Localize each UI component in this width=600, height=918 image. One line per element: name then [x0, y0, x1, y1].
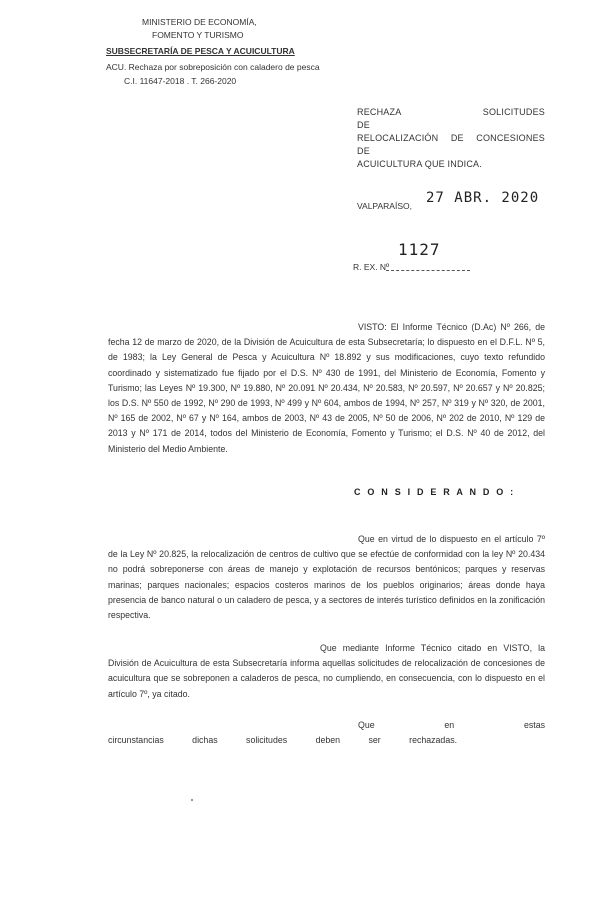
reference-line: C.I. 11647-2018 . T. 266-2020 — [124, 76, 237, 86]
resolution-label: R. EX. Nº — [353, 262, 390, 272]
place-label: VALPARAÍSO, — [357, 201, 412, 211]
scan-speck — [191, 799, 193, 801]
resolution-title — [357, 106, 545, 171]
considerando-heading: C O N S I D E R A N D O : — [354, 487, 516, 497]
ministry-line-1: MINISTERIO DE ECONOMÍA, — [142, 17, 257, 27]
considerando-paragraph-2: Que mediante Informe Técnico citado en VISTO, la División de Acuicultura de esta Subsecretaría informa aquellas solicitudes de relocalización de concesiones de acuicultura que se sobreponen a caladeros de pesca, no cumpliendo, en consecuencia, con lo dispuesto en el artículo 7º, ya citado. — [108, 643, 545, 699]
ministry-line-2: FOMENTO Y TURISMO — [152, 30, 244, 40]
title-line-1: RECHAZA SOLICITUDES DE — [357, 107, 545, 130]
date-stamp: 27 ABR. 2020 — [426, 190, 540, 206]
considerando-paragraph-1: Que en virtud de lo dispuesto en el artículo 7º de la Ley Nº 20.825, la relocalización de centros de cultivo que se efectúe de conformidad con la ley Nº 20.434 no podrá sobreponerse con áreas de manejo y explotación de recursos bentónicos; parques y reservas marinas; parques nacionales; espacios costeros marinos de los pueblos originarios; áreas donde haya presencia de banco natural o un caladero de pesca, y a sectores de interés turístico definidos en la zonificación respectiva. — [108, 534, 545, 621]
resolution-number-underline — [386, 270, 470, 271]
visto-paragraph: VISTO: El Informe Técnico (D.Ac) Nº 266, de fecha 12 de marzo de 2020, de la División de Acuicultura de esta Subsecretaría; lo dispuesto en el D.F.L. Nº 5, de 1983; la Ley General de Pesca y Acuicultura Nº 18.892 y sus modificaciones, cuyo texto refundido coordinado y sistematizado fue fijado por el D.S. Nº 430 de 1991, del Ministerio de Economía, Fomento y Turismo; las Leyes Nº 19.300, Nº 19.880, Nº 20.091 Nº 20.434, Nº 20.583, Nº 20.597, Nº 20.657 y Nº 20.825; los D.S. Nº 550 de 1992, Nº 290 de 1993, Nº 499 y Nº 604, ambos de 1994, Nº 257, Nº 319 y Nº 320, de 2001, Nº 165 de 2002, Nº 67 y Nº 164, ambos de 2003, Nº 43 de 2005, Nº 50 de 2006, Nº 202 de 2010, Nº 129 de 2013 y Nº 171 de 2014, todos del Ministerio de Economía, Fomento y Turismo; el D.S. Nº 40 de 2012, del Ministerio del Medio Ambiente. — [108, 322, 545, 454]
resolution-number: 1127 — [398, 240, 441, 259]
title-line-2: RELOCALIZACIÓN DE CONCESIONES DE — [357, 133, 545, 156]
acu-line: ACU. Rechaza por sobreposición con caladero de pesca — [106, 62, 320, 72]
considerando-paragraph-3: Que en estas circunstancias dichas solicitudes deben ser rechazadas. — [108, 720, 545, 746]
title-line-3: ACUICULTURA QUE INDICA. — [357, 159, 482, 169]
subsecretaria-line: SUBSECRETARÍA DE PESCA Y ACUICULTURA — [106, 46, 295, 56]
